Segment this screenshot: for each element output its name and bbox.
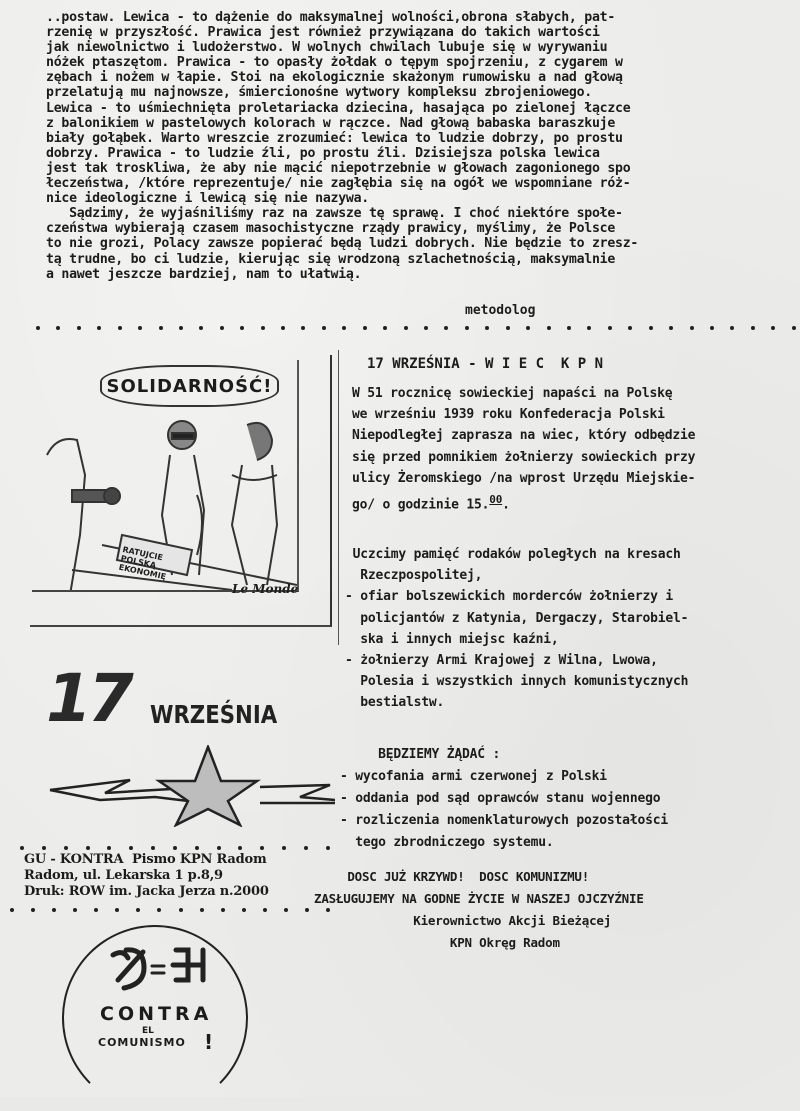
rally-intro-line: się przed pomnikiem żołnierzy sowieckich przy [352, 449, 696, 465]
divider-dot [77, 326, 81, 330]
memory-line: bestialstw. [345, 695, 445, 711]
memory-line: policjantów z Katynia, Dergaczy, Starobiel- [345, 610, 689, 626]
divider-dot [118, 326, 122, 330]
essay-line: Sądzimy, że wyjaśniliśmy raz na zawsze tę sprawę. I choć niektóre społe- [46, 206, 623, 222]
memory-line: Rzeczpospolitej, [345, 568, 483, 584]
divider-dot [547, 326, 551, 330]
divider-dot [326, 846, 330, 850]
divider-dot [710, 326, 714, 330]
rally-time-minutes: 00 [489, 493, 503, 507]
hammer-sickle-equals-swastika-icon [108, 940, 218, 995]
rally-signature-org: Kierownictwo Akcji Bieżącej [340, 913, 612, 928]
divider-dot [342, 326, 346, 330]
divider-dot [301, 326, 305, 330]
divider-dot [136, 908, 140, 912]
divider-dot [94, 908, 98, 912]
divider-dot [383, 326, 387, 330]
rally-intro-line: W 51 rocznicę sowieckiej napaści na Polskę [352, 386, 673, 401]
cartoon-credit: Le Monde [232, 582, 299, 596]
essay-line: czeństwa wybierają czasem masochistyczne rządy prawicy, myślimy, że Polsce [46, 221, 616, 237]
essay-line: zębach i nożem w łapie. Stoi na ekologicznie skażonym rumowisku a nad głową [46, 70, 623, 86]
divider-dot [115, 908, 119, 912]
essay-line: jak niewolnictwo i ludożerstwo. W wolnych chwilach lubuje się w wyrywaniu [46, 40, 608, 56]
divider-dot [217, 846, 221, 850]
cartoon-speech-bubble: SOLIDARNOŚĆ! [100, 365, 279, 407]
rally-intro-line: ulicy Żeromskiego /na wprost Urzędu Miejskie- [352, 470, 696, 486]
essay-line: z balonikiem w pastelowych kolorach w rączce. Nad głową babaska baraszkuje [46, 115, 616, 131]
rally-slogans [314, 866, 780, 954]
essay-line: nice ideologiczne i lewicą się nie nazywa. [46, 191, 369, 207]
seal-line-el: EL [142, 1026, 154, 1036]
seal-line-comunismo: COMUNISMO [98, 1036, 186, 1049]
divider-dot [587, 326, 591, 330]
memory-line: Polesia i wszystkich innych komunistycznych [345, 674, 689, 690]
divider-dot [690, 326, 694, 330]
essay-line: nóżek ptaszętom. Prawica - to opasły żołdak o tępym spojrzeniu, z cygarem w [46, 55, 623, 71]
divider-dot [36, 326, 40, 330]
divider-dot [159, 326, 163, 330]
divider-dot [649, 326, 653, 330]
divider-dot [628, 326, 632, 330]
divider-dot [52, 908, 56, 912]
essay-line: tą trudne, bo ci ludzie, kierując się wrodzoną szlachetnością, maksymalnie [46, 251, 616, 267]
divider-dot [282, 846, 286, 850]
poster-number: 17 [46, 660, 130, 737]
rally-time-line [352, 489, 792, 516]
colophon [24, 852, 269, 900]
colophon-line: GU - KONTRA Pismo KPN Radom [24, 852, 267, 867]
demands-heading: BĘDZIEMY ŻĄDAĆ : [340, 747, 501, 762]
divider-dot [242, 908, 246, 912]
divider-dot [465, 326, 469, 330]
divider-dot [281, 326, 285, 330]
divider-dot [608, 326, 612, 330]
essay-line: przelatują mu najnowsze, śmiercionośne wytwory kompleksu zbrojeniowego. [46, 85, 592, 101]
divider-dot [220, 326, 224, 330]
divider-dot [260, 846, 264, 850]
column-rule [338, 350, 339, 645]
divider-dot [173, 846, 177, 850]
divider-dot [238, 846, 242, 850]
divider-dot [240, 326, 244, 330]
divider-dot [199, 326, 203, 330]
divider-dot [792, 326, 796, 330]
essay-line: biały gołąbek. Warto wreszcie zrozumieć: lewica to ludzie dobrzy, po prostu [46, 130, 623, 146]
rally-demands [340, 744, 780, 854]
divider-dot [107, 846, 111, 850]
memory-line: - żołnierzy Armi Krajowej z Wilna, Lwowa, [345, 653, 658, 669]
rally-intro [352, 383, 792, 516]
divider-dot [157, 908, 161, 912]
essay-line: ..postaw. Lewica - to dążenie do maksymalnej wolności,obrona słabych, pat- [46, 10, 616, 25]
essay-signature: metodolog [465, 303, 536, 318]
divider-dot [326, 908, 330, 912]
star-arrow-icon [45, 745, 335, 827]
essay-line: rzenię w przyszłość. Prawica jest również przywiązana do takich wartości [46, 25, 600, 41]
essay-line: Lewica - to uśmiechnięta proletariacka dziecina, hasająca po zielonej łączce [46, 100, 631, 116]
divider-dot [31, 908, 35, 912]
rally-title: 17 WRZEŚNIA - W I E C K P N [367, 356, 604, 372]
rally-memory [345, 544, 785, 714]
essay-line: łeczeństwa, /które reprezentuje/ nie zagłębia się na ogół we wspomniane róż- [46, 176, 631, 192]
divider-dot [771, 326, 775, 330]
demand-line: - wycofania armi czerwonej z Polski [340, 769, 607, 784]
essay-line: to nie grozi, Polacy zawsze popierać będą ludzi dobrych. Nie będzie to zresz- [46, 236, 639, 252]
divider-dot [129, 846, 133, 850]
divider-dot [86, 846, 90, 850]
demand-line: tego zbrodniczego systemu. [340, 835, 554, 850]
divider-dot [97, 326, 101, 330]
poster-month: WRZEŚNIA [150, 700, 278, 729]
colophon-line: Druk: ROW im. Jacka Jerza n.2000 [24, 884, 269, 899]
divider-dot [221, 908, 225, 912]
memory-line: ska i innych miejsc kaźni, [345, 631, 559, 647]
dotted-divider-top [36, 323, 796, 333]
divider-dot [363, 326, 367, 330]
divider-dot [64, 846, 68, 850]
divider-dot [73, 908, 77, 912]
rally-time-prefix: go/ o godzinie 15. [352, 497, 490, 513]
divider-dot [669, 326, 673, 330]
rally-intro-line: Niepodległej zaprasza na wiec, który odbędzie [352, 428, 696, 444]
divider-dot [263, 908, 267, 912]
dotted-divider-colophon-bottom [10, 905, 330, 915]
colophon-line: Radom, ul. Lekarska 1 p.8,9 [24, 868, 223, 883]
divider-dot [138, 326, 142, 330]
divider-dot [424, 326, 428, 330]
memory-line: - ofiar bolszewickich morderców żołnierzy i [345, 589, 673, 605]
divider-dot [200, 908, 204, 912]
divider-dot [404, 326, 408, 330]
divider-dot [56, 326, 60, 330]
rally-intro-line: we wrześniu 1939 roku Konfederacja Polski [352, 407, 665, 423]
divider-dot [179, 908, 183, 912]
divider-dot [261, 326, 265, 330]
divider-dot [506, 326, 510, 330]
divider-dot [751, 326, 755, 330]
demand-line: - oddania pod sąd oprawców stanu wojennego [340, 791, 661, 806]
divider-dot [485, 326, 489, 330]
divider-dot [444, 326, 448, 330]
divider-dot [151, 846, 155, 850]
seal-line-contra: CONTRA [100, 1003, 213, 1025]
divider-dot [730, 326, 734, 330]
essay-line: a nawet jeszcze bardziej, nam to ułatwią. [46, 266, 362, 282]
demand-line: - rozliczenia nomenklaturowych pozostałości [340, 813, 668, 828]
divider-dot [42, 846, 46, 850]
essay-line: jest tak troskliwa, że aby nie mącić niepotrzebnie w głowach zagonionego spo [46, 160, 631, 176]
essay-line: dobrzy. Prawica - to ludzie źli, po prostu źli. Dzisiejsza polska lewica [46, 145, 600, 161]
seal-exclamation: ! [204, 1030, 214, 1054]
divider-dot [284, 908, 288, 912]
slogan-line: ZASŁUGUJEMY NA GODNE ŻYCIE W NASZEJ OJCZYŹNIE [314, 891, 644, 906]
slogan-line: DOSC JUŻ KRZYWD! DOSC KOMUNIZMU! [340, 869, 590, 884]
essay-text [46, 10, 781, 282]
rally-signature-region: KPN Okręg Radom [340, 935, 560, 950]
memory-line: Uczcimy pamięć rodaków poległych na kresach [345, 547, 681, 562]
divider-dot [305, 908, 309, 912]
divider-dot [10, 908, 14, 912]
divider-dot [304, 846, 308, 850]
rally-time-suffix: . [502, 497, 510, 513]
cartoon-sign-text: RATUJCIE POLSKĄ EKONOMIĘ [117, 545, 167, 582]
divider-dot [179, 326, 183, 330]
divider-dot [567, 326, 571, 330]
divider-dot [322, 326, 326, 330]
divider-dot [20, 846, 24, 850]
divider-dot [195, 846, 199, 850]
divider-dot [526, 326, 530, 330]
